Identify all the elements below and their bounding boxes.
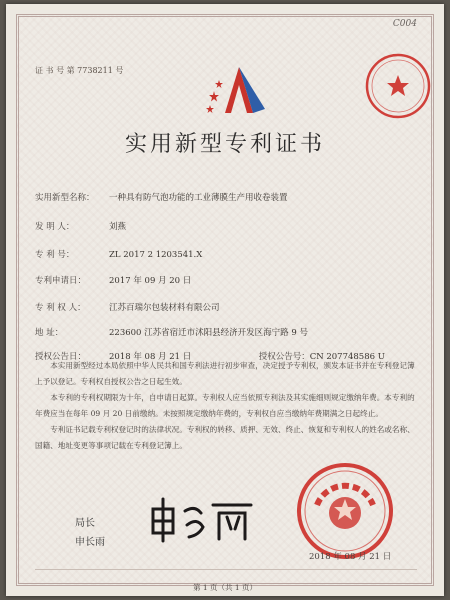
corner-note: C004: [392, 19, 417, 29]
field-grant-no-label: 授权公告号：: [258, 352, 310, 362]
page-footer: 第 1 页（共 1 页）: [192, 583, 258, 592]
field-patentee-value: 江苏百瑞尔包装材料有限公司: [109, 303, 220, 313]
certificate-page: [6, 4, 444, 596]
certificate-number: 证 书 号 第 7738211 号: [35, 66, 124, 75]
signature-title: 局长: [75, 518, 95, 529]
field-filing-date-label: 专利申请日：: [35, 276, 87, 286]
handwritten-signature-icon: [147, 495, 257, 545]
field-name-label: 实用新型名称：: [35, 193, 95, 203]
body-paragraph-2: 本专利的专利权期限为十年，自申请日起算。专利权人应当依照专利法及其实施细则规定缴纳年费。本专利的年费应当在每年 09 月 20 日前缴纳。未按照规定缴纳年费的，专利权自应当缴纳年费期满之日起终止。: [35, 393, 415, 418]
field-address-value: 223600 江苏省宿迁市沭阳县经济开发区海宁路 9 号: [109, 328, 308, 338]
field-patent-no: [35, 248, 202, 260]
field-grant-date-label: 授权公告日：: [35, 352, 87, 362]
patent-office-logo-icon: [205, 61, 275, 117]
field-name-value: 一种具有防气泡功能的工业薄膜生产用收卷装置: [109, 193, 288, 203]
body-paragraph-1: 本实用新型经过本局依照中华人民共和国专利法进行初步审查，决定授予专利权，颁发本证书并在专利登记簿上予以登记。专利权自授权公告之日起生效。: [35, 361, 415, 386]
certificate-body: [35, 358, 417, 454]
field-inventor-value: 刘燕: [109, 222, 127, 232]
signature-name: 申长雨: [75, 537, 105, 548]
field-patentee-label: 专 利 权 人：: [35, 303, 86, 313]
seal-date: 2018 年 08 月 21 日: [309, 552, 392, 562]
field-patent-no-value: ZL 2017 2 1203541.X: [109, 250, 203, 260]
field-filing-date: [35, 274, 191, 286]
field-filing-date-value: 2017 年 09 月 20 日: [109, 276, 192, 286]
official-red-seal-icon: [295, 461, 395, 561]
field-inventor: [35, 220, 126, 232]
field-name: [35, 191, 288, 203]
field-grant-no-value: CN 207748586 U: [309, 352, 385, 362]
field-grant-date-value: 2018 年 08 月 21 日: [109, 352, 192, 362]
body-paragraph-3: 专利证书记载专利权登记时的法律状况。专利权的转移、质押、无效、终止、恢复和专利权人的姓名或名称、国籍、地址变更等事项记载在专利登记簿上。: [35, 425, 415, 450]
field-inventor-label: 发 明 人：: [35, 222, 75, 232]
footer-divider: [35, 569, 417, 570]
field-address-label: 地 址：: [35, 328, 64, 338]
field-address: [35, 326, 308, 338]
certificate-title: 实用新型专利证书: [124, 132, 325, 157]
field-patent-no-label: 专 利 号：: [35, 250, 75, 260]
top-round-seal-icon: [363, 51, 433, 121]
certificate-frame: [16, 14, 434, 592]
field-patentee: [35, 301, 220, 313]
